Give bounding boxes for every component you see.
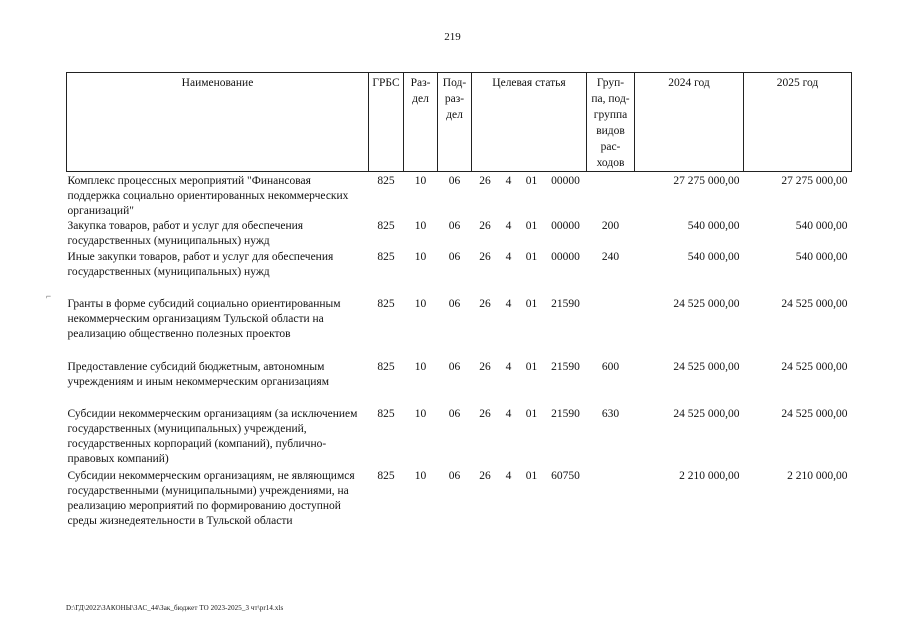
row-target-3: 01 [525, 175, 538, 187]
row-group: 240 [601, 251, 620, 263]
row-group: 200 [601, 220, 620, 232]
row-2025: 540 000,00 [795, 220, 848, 232]
row-target-4: 00000 [551, 220, 580, 232]
row-2025: 27 275 000,00 [781, 175, 848, 187]
row-grbs: 825 [377, 251, 395, 263]
row-2025: 24 525 000,00 [781, 298, 848, 310]
row-razdel: 10 [414, 175, 427, 187]
row-2024: 540 000,00 [687, 220, 740, 232]
row-target-1: 26 [479, 251, 491, 263]
row-target-4: 21590 [551, 361, 580, 373]
row-target-1: 26 [479, 470, 491, 482]
header-name: Наименование [67, 73, 369, 172]
row-podrazdel: 06 [448, 361, 461, 373]
row-target-2: 4 [505, 251, 512, 263]
row-target-4: 21590 [551, 298, 580, 310]
row-target-3: 01 [525, 361, 538, 373]
row-2024: 540 000,00 [687, 251, 740, 263]
row-target-2: 4 [505, 470, 512, 482]
row-razdel: 10 [414, 408, 427, 420]
row-target-4: 00000 [551, 175, 580, 187]
row-grbs: 825 [377, 175, 395, 187]
scan-mark: ⌐ [46, 291, 52, 301]
table-row [67, 219, 852, 250]
row-name: Субсидии некоммерческим организациям (за исключением государственных (муниципальных) учреждений, государственных корпораций (компаний), публично-правовых компаний) [67, 408, 358, 465]
budget-table [66, 72, 852, 549]
row-target-2: 4 [505, 361, 512, 373]
row-2024: 24 525 000,00 [673, 408, 740, 420]
file-path-footer: D:\ГД\2022\ЗАКОНЫ\ЗАС_44\Зак_бюджет ТО 2023-2025_3 чт\pr14.xls [66, 604, 284, 612]
row-target-4: 00000 [551, 251, 580, 263]
table-row [67, 407, 852, 469]
row-target-3: 01 [525, 220, 538, 232]
row-target-1: 26 [479, 361, 491, 373]
header-podrazdel: Под-раз-дел [438, 73, 472, 172]
row-name: Гранты в форме субсидий социально ориентированным некоммерческим организациям Тульской области на реализацию общественно полезных проектов [67, 298, 341, 340]
row-target-2: 4 [505, 175, 512, 187]
row-2025: 24 525 000,00 [781, 408, 848, 420]
row-target-4: 60750 [551, 470, 580, 482]
row-name: Комплекс процессных мероприятий "Финансовая поддержка социально ориентированных некоммерческих организаций" [67, 175, 349, 217]
row-razdel: 10 [414, 361, 427, 373]
row-group [587, 172, 635, 220]
row-grbs: 825 [377, 220, 395, 232]
row-name: Субсидии некоммерческим организациям, не являющимся государственными (муниципальными) учреждениями, на реализацию мероприятий по формированию доступной среды жизнедеятельности в Тульской области [67, 470, 355, 527]
row-target-3: 01 [525, 251, 538, 263]
row-podrazdel: 06 [448, 251, 461, 263]
row-target-1: 26 [479, 220, 491, 232]
row-podrazdel: 06 [448, 175, 461, 187]
table-row [67, 360, 852, 407]
row-name: Закупка товаров, работ и услуг для обеспечения государственных (муниципальных) нужд [67, 220, 304, 247]
row-target-2: 4 [505, 220, 512, 232]
row-target-1: 26 [479, 175, 491, 187]
row-grbs: 825 [377, 298, 395, 310]
row-podrazdel: 06 [448, 220, 461, 232]
row-target-1: 26 [479, 298, 491, 310]
row-target-4: 21590 [551, 408, 580, 420]
header-target: Целевая статья [472, 73, 587, 172]
row-2025: 24 525 000,00 [781, 361, 848, 373]
row-podrazdel: 06 [448, 298, 461, 310]
row-target-3: 01 [525, 298, 538, 310]
row-target-2: 4 [505, 298, 512, 310]
row-razdel: 10 [414, 470, 427, 482]
row-2024: 24 525 000,00 [673, 298, 740, 310]
row-name: Предоставление субсидий бюджетным, автономным учреждениям и иным некоммерческим организациям [67, 361, 329, 388]
row-group: 630 [601, 408, 620, 420]
row-2024: 2 210 000,00 [679, 470, 740, 482]
row-grbs: 825 [377, 361, 395, 373]
row-target-1: 26 [479, 408, 491, 420]
row-grbs: 825 [377, 470, 395, 482]
header-2024: 2024 год [635, 73, 744, 172]
table-row [67, 297, 852, 360]
row-2025: 2 210 000,00 [787, 470, 848, 482]
row-target-2: 4 [505, 408, 512, 420]
row-group [587, 297, 635, 360]
row-group [587, 469, 635, 549]
row-razdel: 10 [414, 220, 427, 232]
row-podrazdel: 06 [448, 470, 461, 482]
table-row [67, 469, 852, 549]
header-razdel: Раз-дел [404, 73, 438, 172]
header-grbs: ГРБС [369, 73, 404, 172]
row-razdel: 10 [414, 251, 427, 263]
row-target-3: 01 [525, 470, 538, 482]
row-target-3: 01 [525, 408, 538, 420]
page-number: 219 [444, 31, 461, 43]
header-group: Груп-па, под-группа видов рас-ходов [587, 73, 635, 172]
row-group: 600 [601, 361, 620, 373]
table-row [67, 250, 852, 297]
row-2025: 540 000,00 [795, 251, 848, 263]
header-2025: 2025 год [744, 73, 852, 172]
row-grbs: 825 [377, 408, 395, 420]
table-row [67, 172, 852, 220]
row-razdel: 10 [414, 298, 427, 310]
row-name: Иные закупки товаров, работ и услуг для обеспечения государственных (муниципальных) нужд [67, 251, 334, 278]
row-2024: 27 275 000,00 [673, 175, 740, 187]
row-podrazdel: 06 [448, 408, 461, 420]
row-2024: 24 525 000,00 [673, 361, 740, 373]
